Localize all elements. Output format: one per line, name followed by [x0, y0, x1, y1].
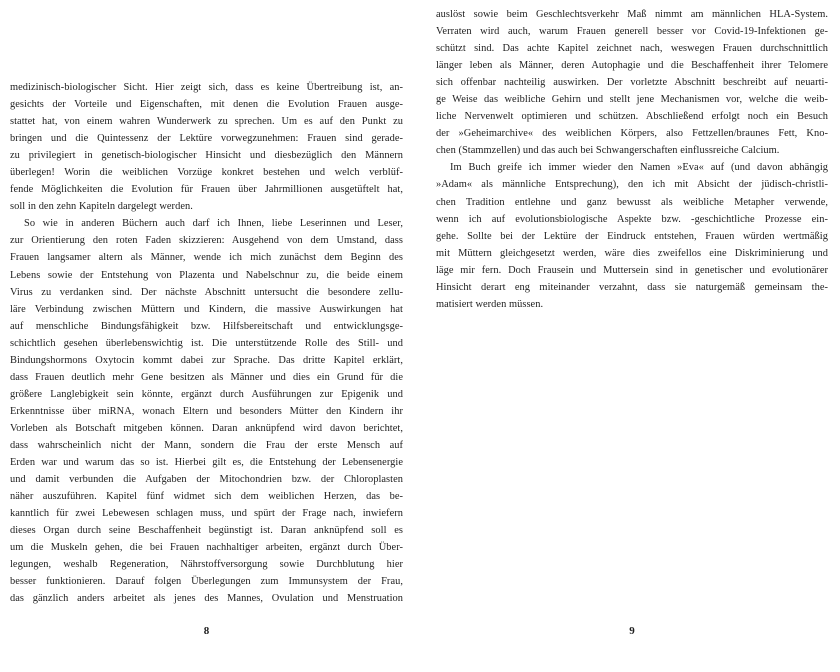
- text-line: Frauen langsamer altern als Männer, wende ich mich zunächst dem Beginn des: [10, 252, 403, 264]
- page-left-text: [10, 79, 403, 607]
- text-line: besser funktionieren. Darauf folgen Überlegungen zum Immunsystem der Frau,: [10, 576, 403, 588]
- text-line: das gänzlich anders arbeitet als jenes des Mannes, Ovulation und Menstruation: [10, 593, 403, 605]
- text-line: dass Frauen deutlich mehr Gene besitzen als Männer und dies ein Grund für die: [10, 371, 403, 383]
- text-line: Lebens sowie der Entstehung von Plazenta und Nabelschnur zu, die beide einem: [10, 269, 403, 281]
- text-line: schichtlich gesehen überlebenswichtig ist. Die unterstützende Rolle des Still- und: [10, 337, 403, 349]
- paragraph: [10, 79, 403, 215]
- page-right-text: [436, 6, 828, 313]
- text-line: So wie in anderen Büchern auch darf ich Ihnen, liebe Leserinnen und Leser,: [24, 218, 403, 230]
- page-left: [10, 0, 403, 672]
- text-line: sich offenbar nachteilig auswirken. Der vorletzte Abschnitt beschreibt auf neuarti-: [436, 77, 828, 89]
- text-line: Erden war und warum das so ist. Hierbei gilt es, die Entstehung der Lebensenergie: [10, 457, 403, 469]
- text-line: bringen und die Quintessenz der Lektüre vorwegzunehmen: Frauen sind gerade-: [10, 133, 403, 145]
- text-line: liche Nervenwelt optimieren und schützen. Abschließend erfolgt noch ein Besuch: [436, 111, 828, 123]
- text-line: Vorleben als Botschaft mitgeben können. Daran anknüpfend wird davon berichtet,: [10, 422, 403, 434]
- page-number-right: 9: [629, 625, 635, 637]
- page-right: [436, 0, 828, 672]
- text-line: auslöst sowie beim Geschlechtsverkehr Maß nimmt am männlichen HLA-System.: [436, 9, 828, 20]
- text-line: auf menschliche Bindungsfähigkeit bzw. Hilfsbereitschaft und entwicklungsge-: [10, 320, 403, 332]
- text-line: der »Geheimarchive« des weiblichen Körpers, also Fettzellen/braunes Fett, Kno-: [436, 128, 828, 140]
- text-line: fende Möglichkeiten die Evolution für Frauen über Jahrmillionen ausgetüftelt hat,: [10, 184, 403, 196]
- text-line: Erkenntnisse über miRNA, wonach Eltern und besonders Mütter den Kindern ihr: [10, 405, 403, 417]
- text-line: soll in den zehn Kapiteln dargelegt werden.: [10, 201, 193, 213]
- text-line: größere Langlebigkeit sein könnte, ergänzt durch Ausführungen zur Epigenik und: [10, 388, 403, 400]
- text-line: dieses Organ durch seine Beschaffenheit begünstigt ist. Daran anknüpfend soll es: [10, 525, 403, 537]
- text-line: Bindungshormons Oxytocin kommt dabei zur Sprache. Das dritte Kapitel erklärt,: [10, 354, 403, 366]
- text-line: schützt sind. Das achte Kapitel zeichnet nach, weswegen Frauen durchschnittlich: [436, 43, 828, 55]
- paragraph: [436, 6, 828, 159]
- text-line: zur Orientierung den roten Faden skizzieren: Ausgehend von dem Umstand, dass: [10, 235, 403, 247]
- text-line: gehe. Sollte bei der Lektüre der Eindruck entstehen, Frauen würden wertmäßig: [436, 230, 828, 242]
- text-line: legungen, weshalb Regeneration, Nährstoffversorgung sowie Durchblutung hier: [10, 559, 403, 571]
- text-line: chen (Stammzellen) und das auch bei Schwangerschaften einflussreiche Calcium.: [436, 145, 780, 157]
- text-line: chen Tradition entlehne und ganz bewusst als weibliche Metapher verwende,: [436, 196, 828, 208]
- text-line: läge mir fern. Doch Frausein und Muttersein sind in genetischer und evolutionärer: [436, 264, 828, 276]
- text-line: Virus zu verdanken sind. Der nächste Abschnitt untersucht die besondere zellu-: [10, 286, 403, 298]
- text-line: mit Müttern gleichgesetzt werden, wäre dies zweifellos eine Diskriminierung und: [436, 247, 828, 259]
- text-line: kanntlich für zwei Lebewesen schlagen muss, und spürt der Frage nach, inwiefern: [10, 508, 403, 520]
- text-line: Im Buch greife ich immer wieder den Namen »Eva« auf (und davon abhängig: [450, 162, 828, 174]
- text-line: stattet hat, von einem wahren Wunderwerk zu sprechen. Um es auf den Punkt zu: [10, 116, 403, 128]
- text-line: Hinsicht derart eng miteinander verzahnt, dass sie naturgemäß gemeinsam the-: [436, 281, 828, 293]
- text-line: dass wahrscheinlich nicht der Mann, sondern die Frau der erste Mensch auf: [10, 439, 403, 451]
- text-line: wenn ich auf evolutionsbiologische Aspekte bzw. -geschichtliche Prozesse ein-: [436, 213, 828, 225]
- text-line: medizinisch-biologischer Sicht. Hier zeigt sich, dass es keine Übertreibung ist, an-: [10, 82, 403, 93]
- text-line: zu privilegiert in genetisch-biologischer Hinsicht und diesbezüglich den Männern: [10, 150, 403, 162]
- text-line: matisiert werden müssen.: [436, 298, 544, 310]
- text-line: um die Muskeln gehen, die bei Frauen nachhaltiger arbeiten, ergänzt durch Über-: [10, 542, 403, 554]
- paragraph: [436, 159, 828, 312]
- text-line: »Adam« als männliche Entsprechung), den ich mit Absicht der jüdisch-christli-: [436, 179, 828, 191]
- text-line: läre Verbindung zwischen Müttern und Kindern, die massive Auswirkungen hat: [10, 303, 403, 315]
- text-line: gesichts der Vorteile und Eigenschaften, mit denen die Evolution Frauen ausge-: [10, 99, 403, 111]
- page-number-left: 8: [203, 625, 210, 637]
- text-line: und damit verbunden die Aufgaben der Mitochondrien bzw. der Chloroplasten: [10, 474, 403, 486]
- paragraph: [10, 215, 403, 607]
- text-line: länger leben als Männer, deren Autophagie und die Beschaffenheit ihrer Telomere: [436, 60, 828, 72]
- text-line: überlegen! Worin die weiblichen Vorzüge konkret bestehen und welch verblüf-: [10, 167, 403, 179]
- text-line: Verraten wird auch, warum Frauen generell besser vor Covid-19-Infektionen ge-: [436, 26, 828, 38]
- text-line: ge Weise das weibliche Gehirn und stellt jene Mechanismen vor, welche die weib-: [436, 94, 828, 106]
- text-line: näher auszuführen. Kapitel fünf widmet sich dem weiblichen Herzen, das be-: [10, 491, 403, 503]
